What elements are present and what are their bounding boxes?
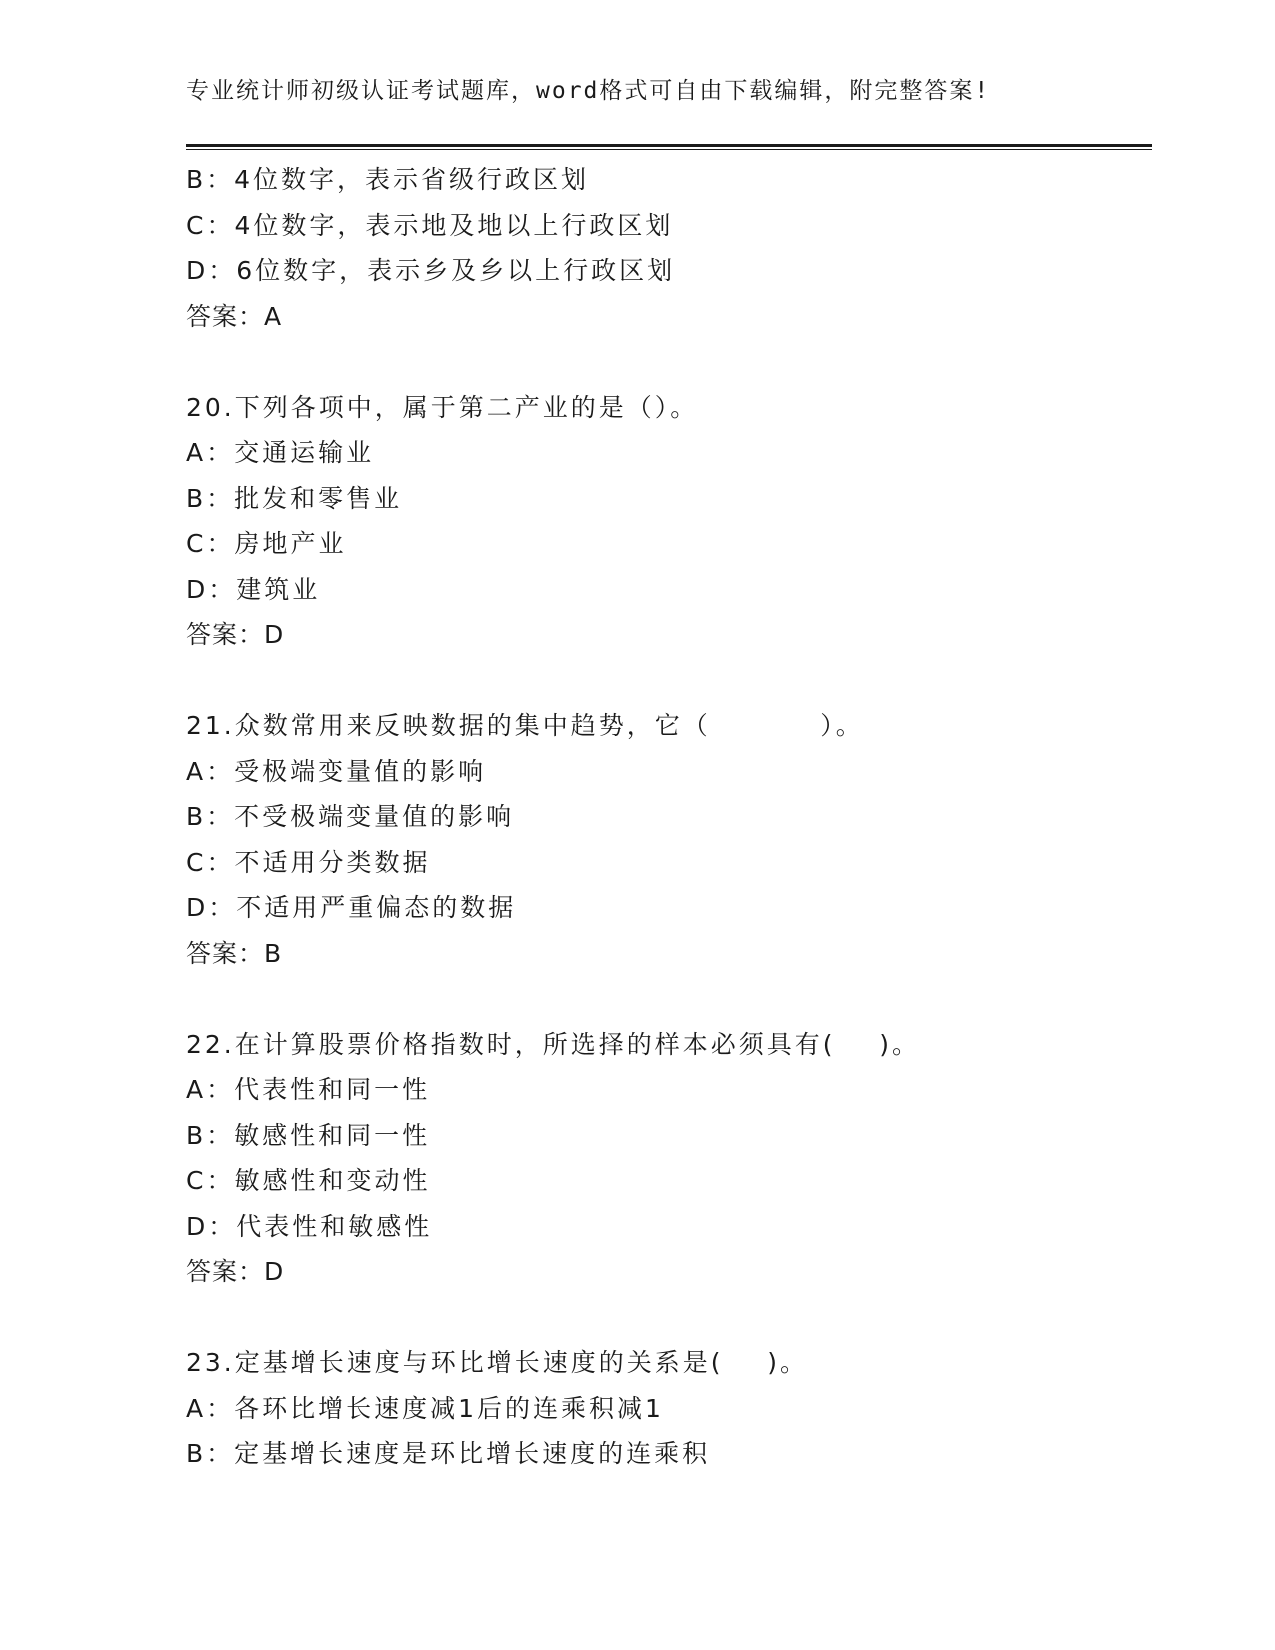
question-line: A：各环比增长速度减1后的连乘积减1	[186, 1393, 664, 1423]
question-line: D：代表性和敏感性	[186, 1211, 433, 1241]
question-line: B：不受极端变量值的影响	[186, 802, 515, 831]
answer-line: 答案：D	[186, 1257, 285, 1286]
question-line: 23.定基增长速度与环比增长速度的关系是( )。	[186, 1348, 809, 1377]
question-line: B：敏感性和同一性	[186, 1120, 431, 1150]
spacer	[186, 1295, 1152, 1341]
question-line: B：定基增长速度是环比增长速度的连乘积	[186, 1439, 711, 1468]
answer-line: 答案：D	[186, 620, 285, 649]
question-line: A：交通运输业	[186, 438, 375, 467]
question-list	[186, 157, 1152, 1477]
question-line: D：建筑业	[186, 574, 321, 604]
header-divider	[186, 144, 1152, 150]
question-line: 21.众数常用来反映数据的集中趋势，它（ ）。	[186, 711, 864, 740]
answer-line: 答案：B	[186, 938, 283, 968]
spacer	[186, 658, 1152, 704]
question-line: C：不适用分类数据	[186, 847, 431, 877]
answer-line: 答案：A	[186, 301, 283, 331]
question-line: C：4位数字，表示地及地以上行政区划	[186, 210, 674, 240]
question-line: B：批发和零售业	[186, 483, 403, 513]
spacer	[186, 976, 1152, 1022]
question-line: 20.下列各项中，属于第二产业的是（）。	[186, 392, 699, 422]
document-header: 专业统计师初级认证考试题库，word格式可自由下载编辑，附完整答案!	[186, 78, 991, 104]
question-line: D：6位数字，表示乡及乡以上行政区划	[186, 256, 676, 285]
question-line: 22.在计算股票价格指数时，所选择的样本必须具有( )。	[186, 1029, 921, 1059]
question-line: C：敏感性和变动性	[186, 1166, 431, 1195]
question-line: D：不适用严重偏态的数据	[186, 893, 517, 922]
question-line: A：受极端变量值的影响	[186, 756, 487, 786]
spacer	[186, 339, 1152, 385]
question-line: B：4位数字，表示省级行政区划	[186, 165, 590, 194]
question-line: A：代表性和同一性	[186, 1075, 431, 1104]
question-line: C：房地产业	[186, 529, 347, 558]
